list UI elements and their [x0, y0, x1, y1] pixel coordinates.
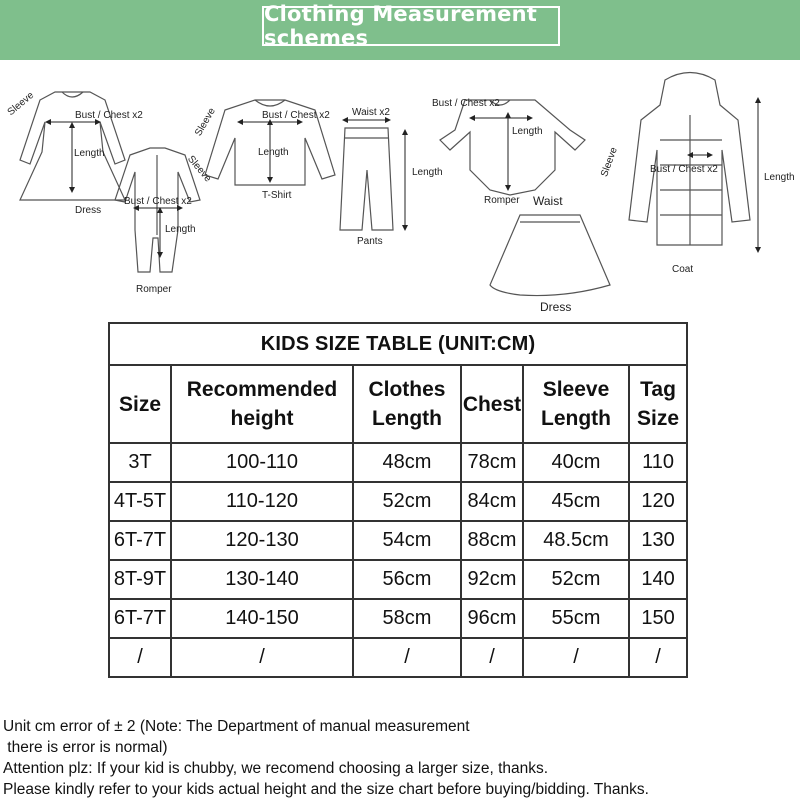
label-dress-2: Dress [540, 300, 572, 314]
bodysuit-illustration [440, 100, 585, 195]
label-bust-romper-2: Bust / Chest x2 [432, 98, 500, 109]
column-header-height: Recommended height [171, 365, 353, 443]
measurement-diagrams [0, 60, 800, 320]
table-cell: 96cm [461, 599, 523, 638]
column-header-chest: Chest [461, 365, 523, 443]
table-cell: 54cm [353, 521, 461, 560]
label-bust-coat: Bust / Chest x2 [650, 164, 718, 175]
label-bust-tshirt: Bust / Chest x2 [262, 110, 330, 121]
table-cell: 4T-5T [109, 482, 171, 521]
label-dress-1: Dress [75, 205, 102, 216]
label-sleeve-romper: Sleeve [185, 153, 214, 185]
table-cell: 6T-7T [109, 521, 171, 560]
label-coat: Coat [672, 264, 694, 275]
label-sleeve-tshirt: Sleeve [193, 106, 218, 139]
table-row [109, 599, 687, 638]
table-cell: / [461, 638, 523, 677]
skirt-illustration [490, 215, 610, 296]
table-cell: 56cm [353, 560, 461, 599]
table-row [109, 521, 687, 560]
romper-illustration [115, 148, 200, 272]
table-caption: KIDS SIZE TABLE (UNIT:CM) [109, 323, 687, 365]
table-cell: / [109, 638, 171, 677]
table-header-row [109, 365, 687, 443]
table-cell: 84cm [461, 482, 523, 521]
note-line: Attention plz: If your kid is chubby, we recomend choosing a larger size, thanks. [3, 760, 549, 777]
table-cell: 150 [629, 599, 687, 638]
label-bust-dress: Bust / Chest x2 [75, 110, 143, 121]
coat-illustration [629, 73, 750, 246]
table-row [109, 560, 687, 599]
label-waist-skirt: Waist [533, 194, 563, 208]
note-line: there is error is normal) [3, 739, 168, 756]
table-cell: / [171, 638, 353, 677]
table-cell: 3T [109, 443, 171, 482]
note-line: Please kindly refer to your kids actual height and the size chart before buying/bidding. Thanks. [3, 781, 649, 798]
column-header-size: Size [109, 365, 171, 443]
label-length-tshirt: Length [258, 147, 289, 158]
table-cell: 48.5cm [523, 521, 629, 560]
label-tshirt: T-Shirt [262, 190, 292, 201]
table-cell: 130-140 [171, 560, 353, 599]
label-romper-2: Romper [484, 195, 520, 206]
pants-illustration [340, 128, 393, 230]
page-title: Clothing Measurement schemes [262, 6, 560, 46]
label-sleeve-dress: Sleeve [5, 89, 37, 119]
table-cell: / [523, 638, 629, 677]
table-cell: 120-130 [171, 521, 353, 560]
table-cell: 130 [629, 521, 687, 560]
table-cell: 110 [629, 443, 687, 482]
table-cell: 6T-7T [109, 599, 171, 638]
table-row [109, 443, 687, 482]
notes-section [3, 716, 800, 800]
kids-size-table [108, 322, 688, 678]
table-cell: 88cm [461, 521, 523, 560]
label-waist-pants: Waist x2 [352, 107, 390, 118]
table-cell: 45cm [523, 482, 629, 521]
label-bust-romper: Bust / Chest x2 [124, 196, 192, 207]
label-sleeve-coat: Sleeve [599, 145, 620, 179]
label-length-coat: Length [764, 172, 795, 183]
table-cell: 40cm [523, 443, 629, 482]
label-length-pants: Length [412, 167, 443, 178]
table-cell: / [629, 638, 687, 677]
table-row [109, 482, 687, 521]
table-cell: / [353, 638, 461, 677]
table-cell: 110-120 [171, 482, 353, 521]
column-header-length: Clothes Length [353, 365, 461, 443]
column-header-tag-size: Tag Size [629, 365, 687, 443]
label-length-romper-2: Length [512, 126, 543, 137]
table-cell: 120 [629, 482, 687, 521]
table-row [109, 638, 687, 677]
table-cell: 92cm [461, 560, 523, 599]
table-cell: 48cm [353, 443, 461, 482]
label-length-dress: Length [74, 148, 105, 159]
table-cell: 52cm [353, 482, 461, 521]
label-pants: Pants [357, 236, 383, 247]
label-length-romper: Length [165, 224, 196, 235]
label-romper-1: Romper [136, 284, 172, 295]
table-cell: 78cm [461, 443, 523, 482]
table-cell: 100-110 [171, 443, 353, 482]
header-banner [0, 0, 800, 60]
column-header-sleeve: Sleeve Length [523, 365, 629, 443]
garment-diagram-svg [0, 60, 800, 320]
note-line: Unit cm error of ± 2 (Note: The Department of manual measurement [3, 718, 470, 735]
table-cell: 58cm [353, 599, 461, 638]
table-cell: 140-150 [171, 599, 353, 638]
table-cell: 140 [629, 560, 687, 599]
table-cell: 52cm [523, 560, 629, 599]
table-cell: 55cm [523, 599, 629, 638]
table-body [109, 443, 687, 677]
table-cell: 8T-9T [109, 560, 171, 599]
